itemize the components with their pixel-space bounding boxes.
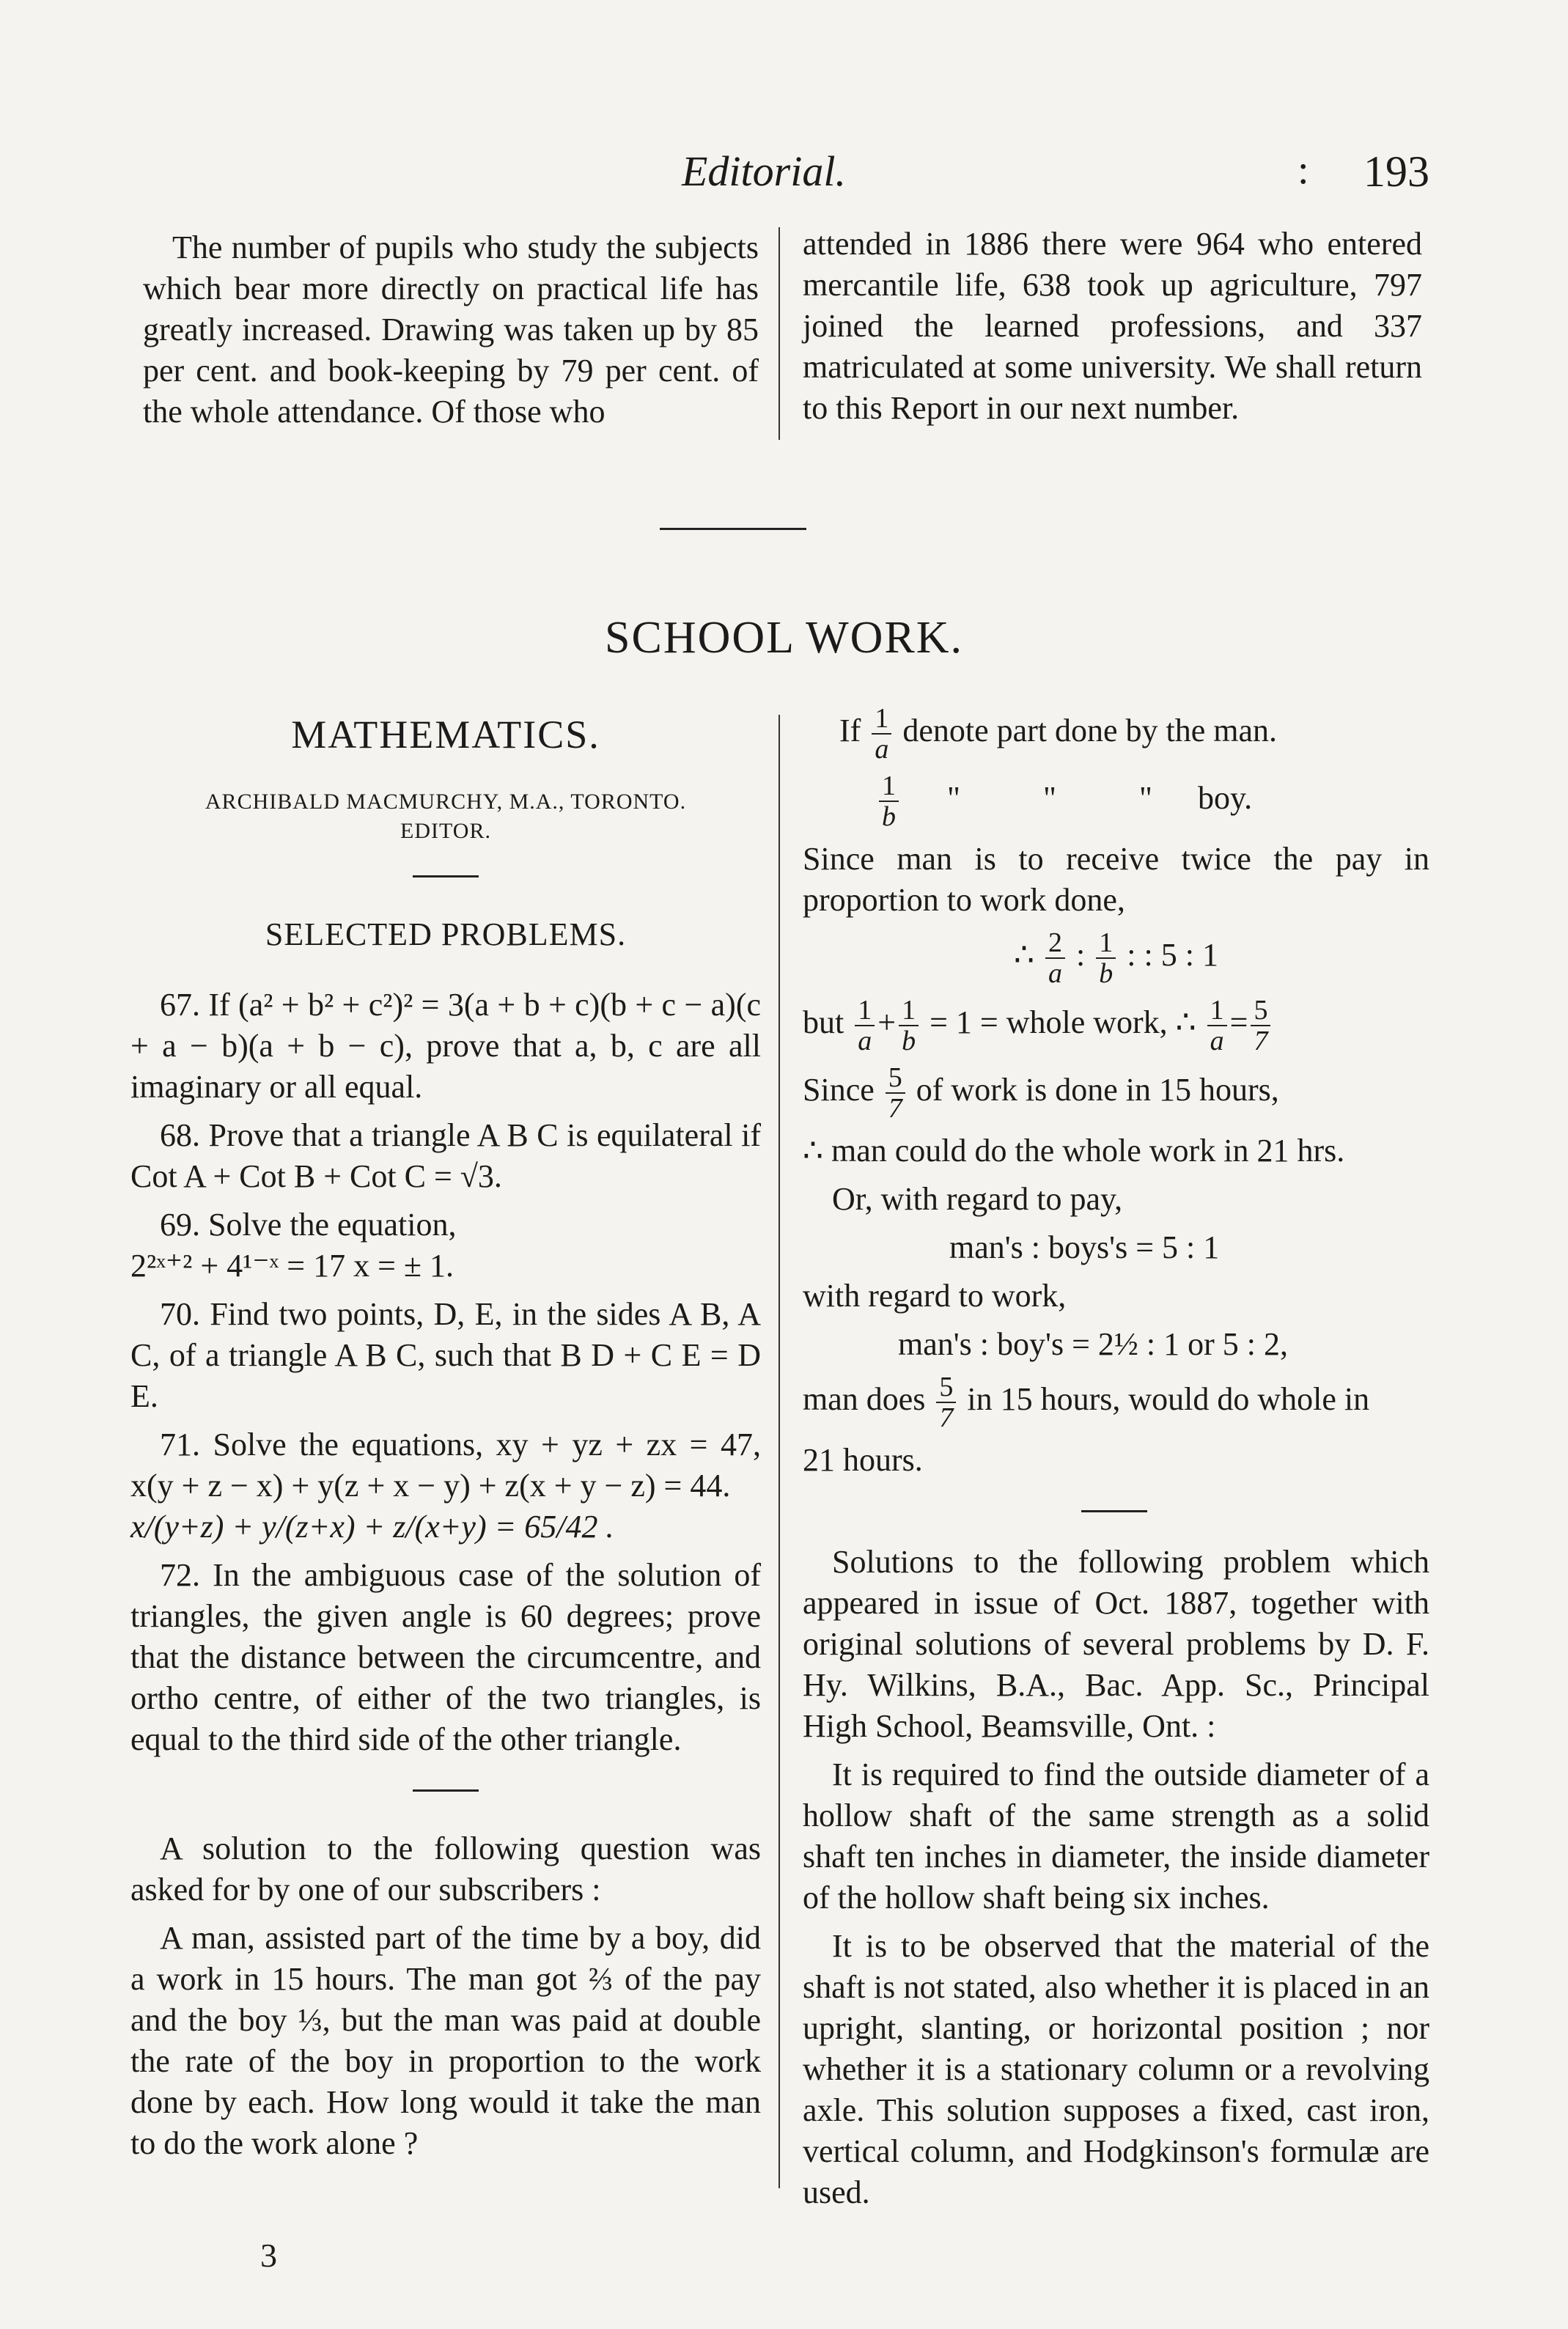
solution-line-11: man's : boy's = 2½ : 1 or 5 : 2, [898,1326,1288,1362]
text-boy: boy. [1198,780,1253,817]
solution-line-8: Or, with regard to pay, [832,1181,1123,1217]
fraction-1-over-b [879,771,899,831]
denominator: a [875,734,889,765]
problem-70: 70. Find two points, D, E, in the sides A B, A C, of a triangle A B C, such that B D + C E = D E. [130,1296,761,1414]
page-title: Editorial. [682,147,846,195]
column-divider-main [779,715,780,2188]
running-head [0,147,1568,198]
problem-71-equation: x/(y+z) + y/(z+x) + z/(x+y) = 65/42 . [130,1509,614,1545]
fraction-1-over-a [855,996,875,1056]
fraction-1-over-a [1207,996,1227,1056]
short-divider [413,875,479,877]
shaft-observation: It is to be observed that the material of the shaft is not stated, also whether it is placed in an upright, slanting, or horizontal position ; nor whether it is a stationary column or a revolving axle. This solution supposes a fixed, cast iron, vertical column, and Hodgkinson's formulæ are used. [803,1928,1429,2210]
section-title: SCHOOL WORK. [604,613,964,663]
solution-line-1 [803,704,1429,764]
short-divider [413,1789,479,1792]
text-work-done: of work is done in 15 hours, [916,1072,1279,1108]
denominator: 7 [888,1093,902,1124]
numerator: 1 [1096,928,1116,959]
numerator: 1 [855,996,875,1026]
solution-column [803,704,1429,2221]
header-separator: : [1298,147,1309,193]
ratio-text: : : 5 : 1 [1127,937,1218,974]
mathematics-heading: MATHEMATICS. [291,713,600,757]
numerator: 5 [1251,996,1270,1026]
fraction-1-over-b [899,996,919,1056]
page-number: 193 [1363,147,1429,196]
text-since: Since [803,1072,875,1108]
numerator: 1 [899,996,919,1026]
solution-line-6 [803,1063,1429,1123]
denominator: a [1048,958,1063,989]
denominator: 7 [1254,1026,1268,1056]
therefore-symbol: ∴ [1014,937,1035,974]
problem-71: 71. Solve the equations, xy + yz + zx = 47, x(y + z − x) + y(z + x − y) + z(x + y − z) = 44. [130,1427,761,1504]
editorial-paragraph-right: attended in 1886 there were 964 who entered mercantile life, 638 took up agriculture, 797 joined the learned professions, and 337 matriculated at some university. We shall return to this Report in our next number. [803,226,1422,426]
problems-subheading: SELECTED PROBLEMS. [265,916,627,952]
ditto-mark: " [1139,780,1152,817]
numerator: 5 [936,1372,956,1403]
ditto-mark: " [947,780,960,817]
fraction-5-over-7 [1251,996,1270,1056]
solution-line-3: Since man is to receive twice the pay in proportion to work done, [803,841,1429,918]
denominator: b [882,801,896,832]
solution-line-7: ∴ man could do the whole work in 21 hrs. [803,1133,1345,1169]
wilkins-intro: Solutions to the following problem which appeared in issue of Oct. 1887, together with original solutions of several problems by D. F. Hy. Wilkins, B.A., Bac. App. Sc., Principal High School, Beamsville, Ont. : [803,1544,1429,1744]
editorial-paragraph-left: The number of pupils who study the subjects which bear more directly on practical life has greatly increased. Drawing was taken up by 85 per cent. and book-keeping by 79 per cent. of the whole attendance. Of those who [143,229,759,430]
short-divider [1081,1510,1147,1512]
problem-68: 68. Prove that a triangle A B C is equilateral if Cot A + Cot B + Cot C = √3. [130,1117,761,1194]
solution-line-2 [803,771,1429,831]
solution-ratio: ∴ $\frac{2}{a}$ : $\frac{1}{b}$ : : 5 : 1 [1014,927,1218,989]
solution-line-12 [803,1372,1429,1432]
fraction-1-over-a [872,704,891,764]
solution-line-5: but $\frac{1}{a}$ + $\frac{1}{b}$ = 1 = whole work, ∴ $\frac{1}{a}$ = $\frac{5}{7}$ [803,996,1429,1056]
denominator: a [1210,1026,1224,1056]
fraction-5-over-7 [886,1063,905,1123]
problem-69: 69. Solve the equation, [160,1207,457,1243]
problem-67: 67. If (a² + b² + c²)² = 3(a + b + c)(b + c − a)(c + a − b)(a + b − c), prove that a, b, c are all imaginary or all equal. [130,987,761,1105]
numerator: 1 [872,704,891,735]
solution-line-13: 21 hours. [803,1442,923,1478]
numerator: 5 [886,1063,905,1094]
problem-69-equation: 2²ˣ⁺² + 4¹⁻ˣ = 17 x = ± 1. [130,1248,454,1284]
ditto-mark: " [1043,780,1056,817]
numerator: 1 [879,771,899,802]
numerator: 1 [1207,996,1227,1026]
solution-line-9: man's : boys's = 5 : 1 [949,1229,1220,1265]
editorial-column-left [143,227,759,440]
problem-72: 72. In the ambiguous case of the solution of triangles, the given angle is 60 degrees; prove that the distance between the circumcentre, and ortho centre, of either of the two triangles, is equal to the third side of the other triangle. [130,1557,761,1757]
therefore-symbol: ∴ [1175,1004,1196,1041]
shaft-problem: It is required to find the outside diameter of a hollow shaft of the same strength as a solid shaft ten inches in diameter, the inside diameter of the hollow shaft being six inches. [803,1756,1429,1916]
section-divider [660,528,806,530]
numerator: 2 [1045,928,1065,959]
fraction-2-over-a [1045,928,1065,988]
denominator: b [902,1026,916,1056]
fraction-5-over-7 [936,1372,956,1432]
editor-label: EDITOR. [400,819,491,843]
solution-line-10: with regard to work, [803,1278,1067,1314]
denominator: b [1099,958,1114,989]
editorial-column-right [803,224,1422,436]
text-man-does: man does [803,1381,926,1418]
denominator: a [858,1026,872,1056]
text-but: but [803,1004,844,1041]
text-would-do-whole: in 15 hours, would do whole in [967,1381,1370,1418]
text-denote: denote part done by the man. [902,713,1278,749]
text-if: If [839,713,861,749]
denominator: 7 [939,1402,954,1433]
fraction-1-over-b [1096,928,1116,988]
editor-byline: ARCHIBALD MACMURCHY, M.A., TORONTO. [205,790,687,814]
whole-work-text: = 1 = whole work, [930,1004,1168,1041]
man-boy-question: A man, assisted part of the time by a boy, did a work in 15 hours. The man got ⅔ of the pay and the boy ⅓, but the man was paid at double the rate of the boy in proportion to the work done by each. How long would it take the man to do the work alone ? [130,1920,761,2161]
mathematics-column [130,704,761,2171]
column-divider-top [779,227,780,440]
solution-request: A solution to the following question was asked for by one of our subscribers : [130,1831,761,1907]
signature-mark: 3 [260,2237,277,2274]
